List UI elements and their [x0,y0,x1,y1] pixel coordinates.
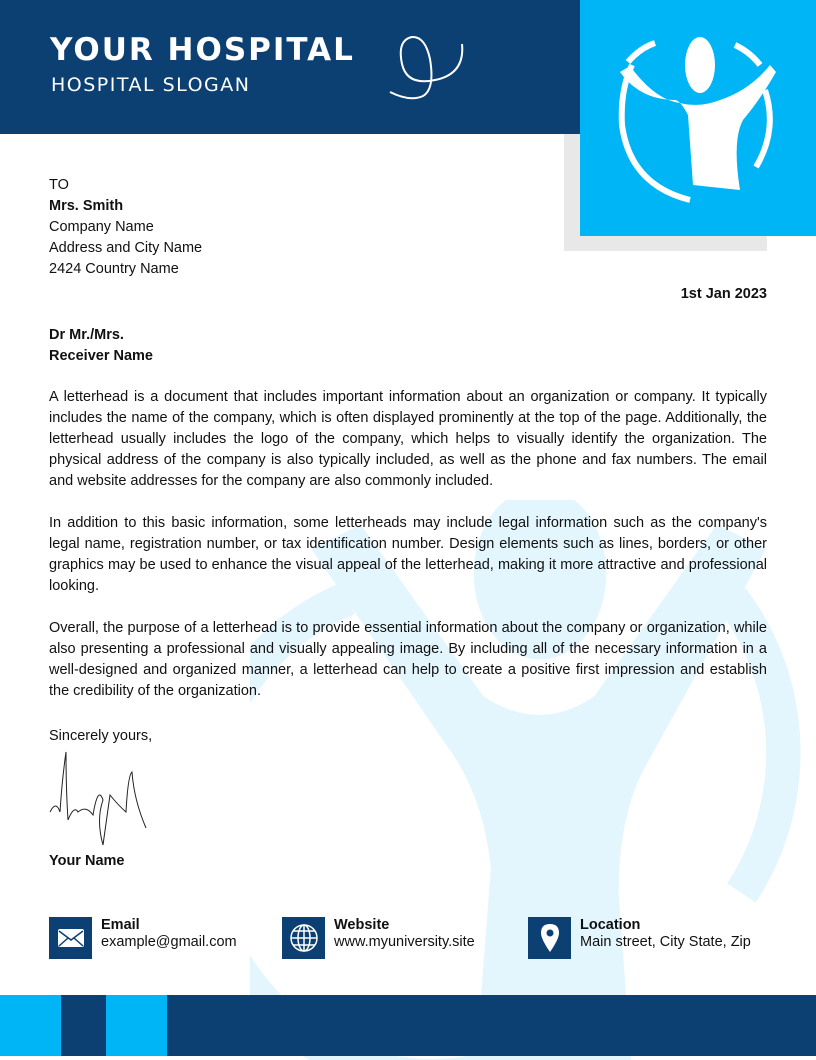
letter-date: 1st Jan 2023 [680,286,767,302]
contact-value[interactable]: www.myuniversity.site [334,934,475,950]
hospital-name: YOUR HOSPITAL [50,32,355,68]
contact-website [282,917,475,959]
contact-value[interactable]: example@gmail.com [101,934,237,950]
footer-accent-block [0,995,61,1056]
recipient-address: Address and City Name [49,240,203,256]
closing: Sincerely yours, [49,728,153,744]
body-paragraph: In addition to this basic information, some letterheads may include legal information such as the company's legal name, registration number, or tax identification number. Design elements such as lines, borders, or other graphics may be used to enhance the visual appeal of the letterhead, making it more attractive and professional looking. [49,515,767,594]
contact-label: Website [334,917,390,933]
signer-name: Your Name [49,853,125,869]
body-paragraph: Overall, the purpose of a letterhead is to provide essential information about the company or organization, while also presenting a professional and visually appealing image. By including all of the necessary information in a well-designed and organized manner, a letterhead can help to create a positive first impression and establish the credibility of the organization. [49,620,767,699]
salutation-line1: Dr Mr./Mrs. [49,327,124,343]
body-paragraph: A letterhead is a document that includes important information about an organization or company. It typically includes the name of the company, which is often displayed prominently at the top of the page. Additionally, the letterhead usually includes the logo of the company, which helps to visually identify the organization. The physical address of the company is also typically included, as well as the phone and fax numbers. The email and website addresses for the company are also commonly included. [49,389,767,489]
scribble-decoration [385,34,475,100]
contact-value: Main street, City State, Zip [580,934,751,950]
hospital-slogan: HOSPITAL SLOGAN [51,74,251,96]
signature [48,750,148,850]
contact-location [528,917,751,959]
recipient-company: Company Name [49,219,154,235]
salutation-line2: Receiver Name [49,348,153,364]
contact-label: Email [101,917,140,933]
hospital-logo-icon [580,0,816,236]
salutation [49,325,153,367]
recipient-country: 2424 Country Name [49,261,179,277]
globe-icon [282,917,325,959]
footer-accent-block [106,995,167,1056]
map-pin-icon [528,917,571,959]
contact-email [49,917,237,959]
recipient-block [49,175,202,280]
envelope-icon [49,917,92,959]
recipient-name: Mrs. Smith [49,198,124,214]
footer-bar [0,995,816,1056]
to-label: TO [49,177,69,193]
contact-label: Location [580,917,641,933]
letter-body [49,387,767,723]
logo-box [580,0,816,236]
